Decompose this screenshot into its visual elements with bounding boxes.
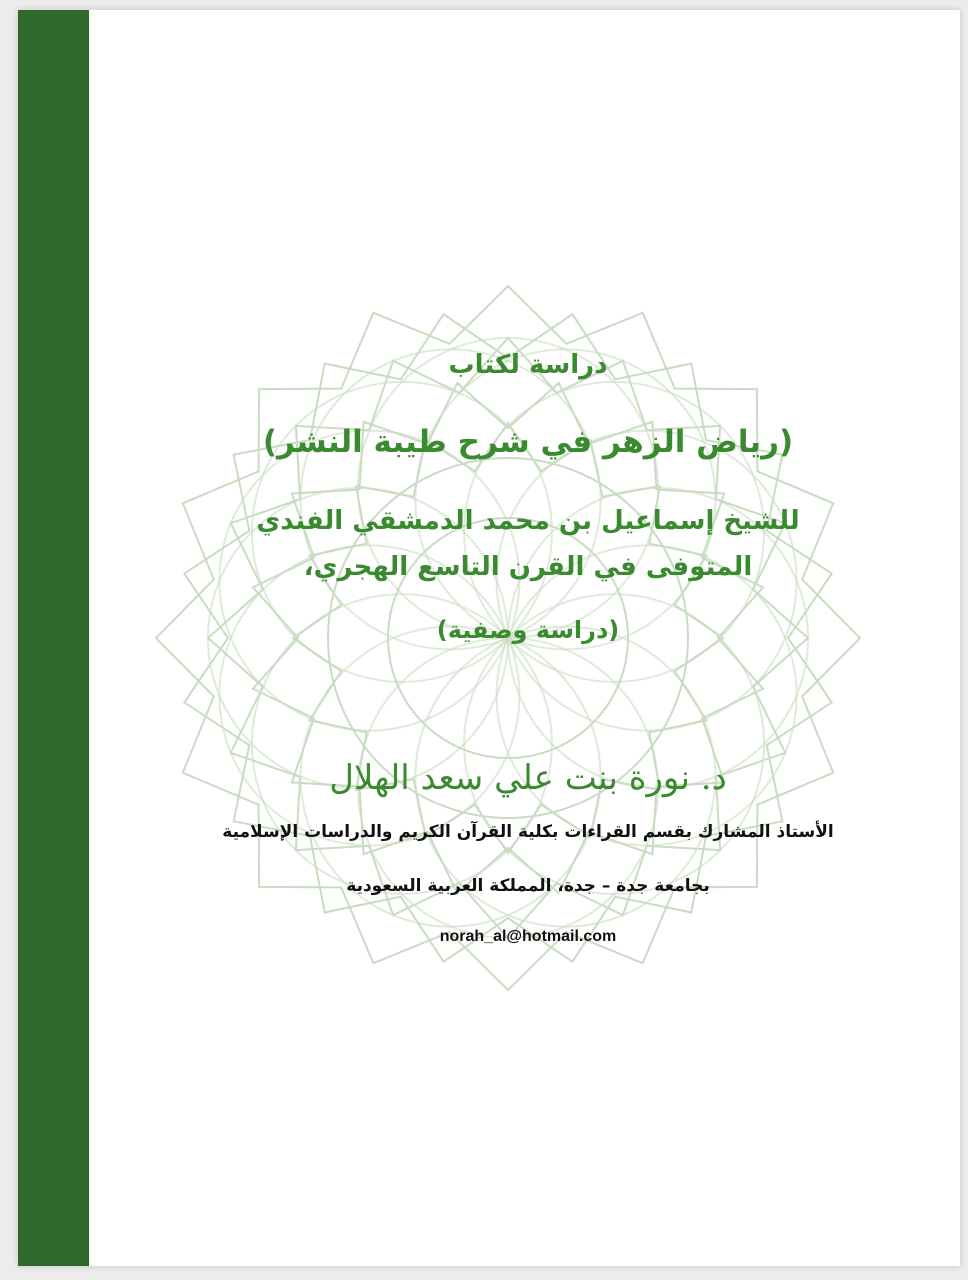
green-side-bar (18, 10, 89, 1266)
researcher-email: norah_al@hotmail.com (439, 928, 617, 945)
title-line-study: دراسة لكتاب (448, 350, 608, 380)
researcher-university: بجامعة جدة – جدة، المملكة العربية السعودية (346, 876, 710, 896)
researcher-position: الأستاذ المشارك بقسم القراءات بكلية القرآن الكريم والدراسات الإسلامية (222, 822, 834, 842)
document-page (18, 10, 960, 1266)
book-title: (رياض الزهر في شرح طيبة النشر) (262, 424, 794, 460)
book-author-death-line: المتوفى في القرن التاسع الهجري، (303, 552, 753, 582)
study-type: (دراسة وصفية) (436, 616, 620, 644)
book-author-line: للشيخ إسماعيل بن محمد الدمشقي الفندي (256, 506, 800, 536)
researcher-name: د. نورة بنت علي سعد الهلال (329, 758, 727, 798)
